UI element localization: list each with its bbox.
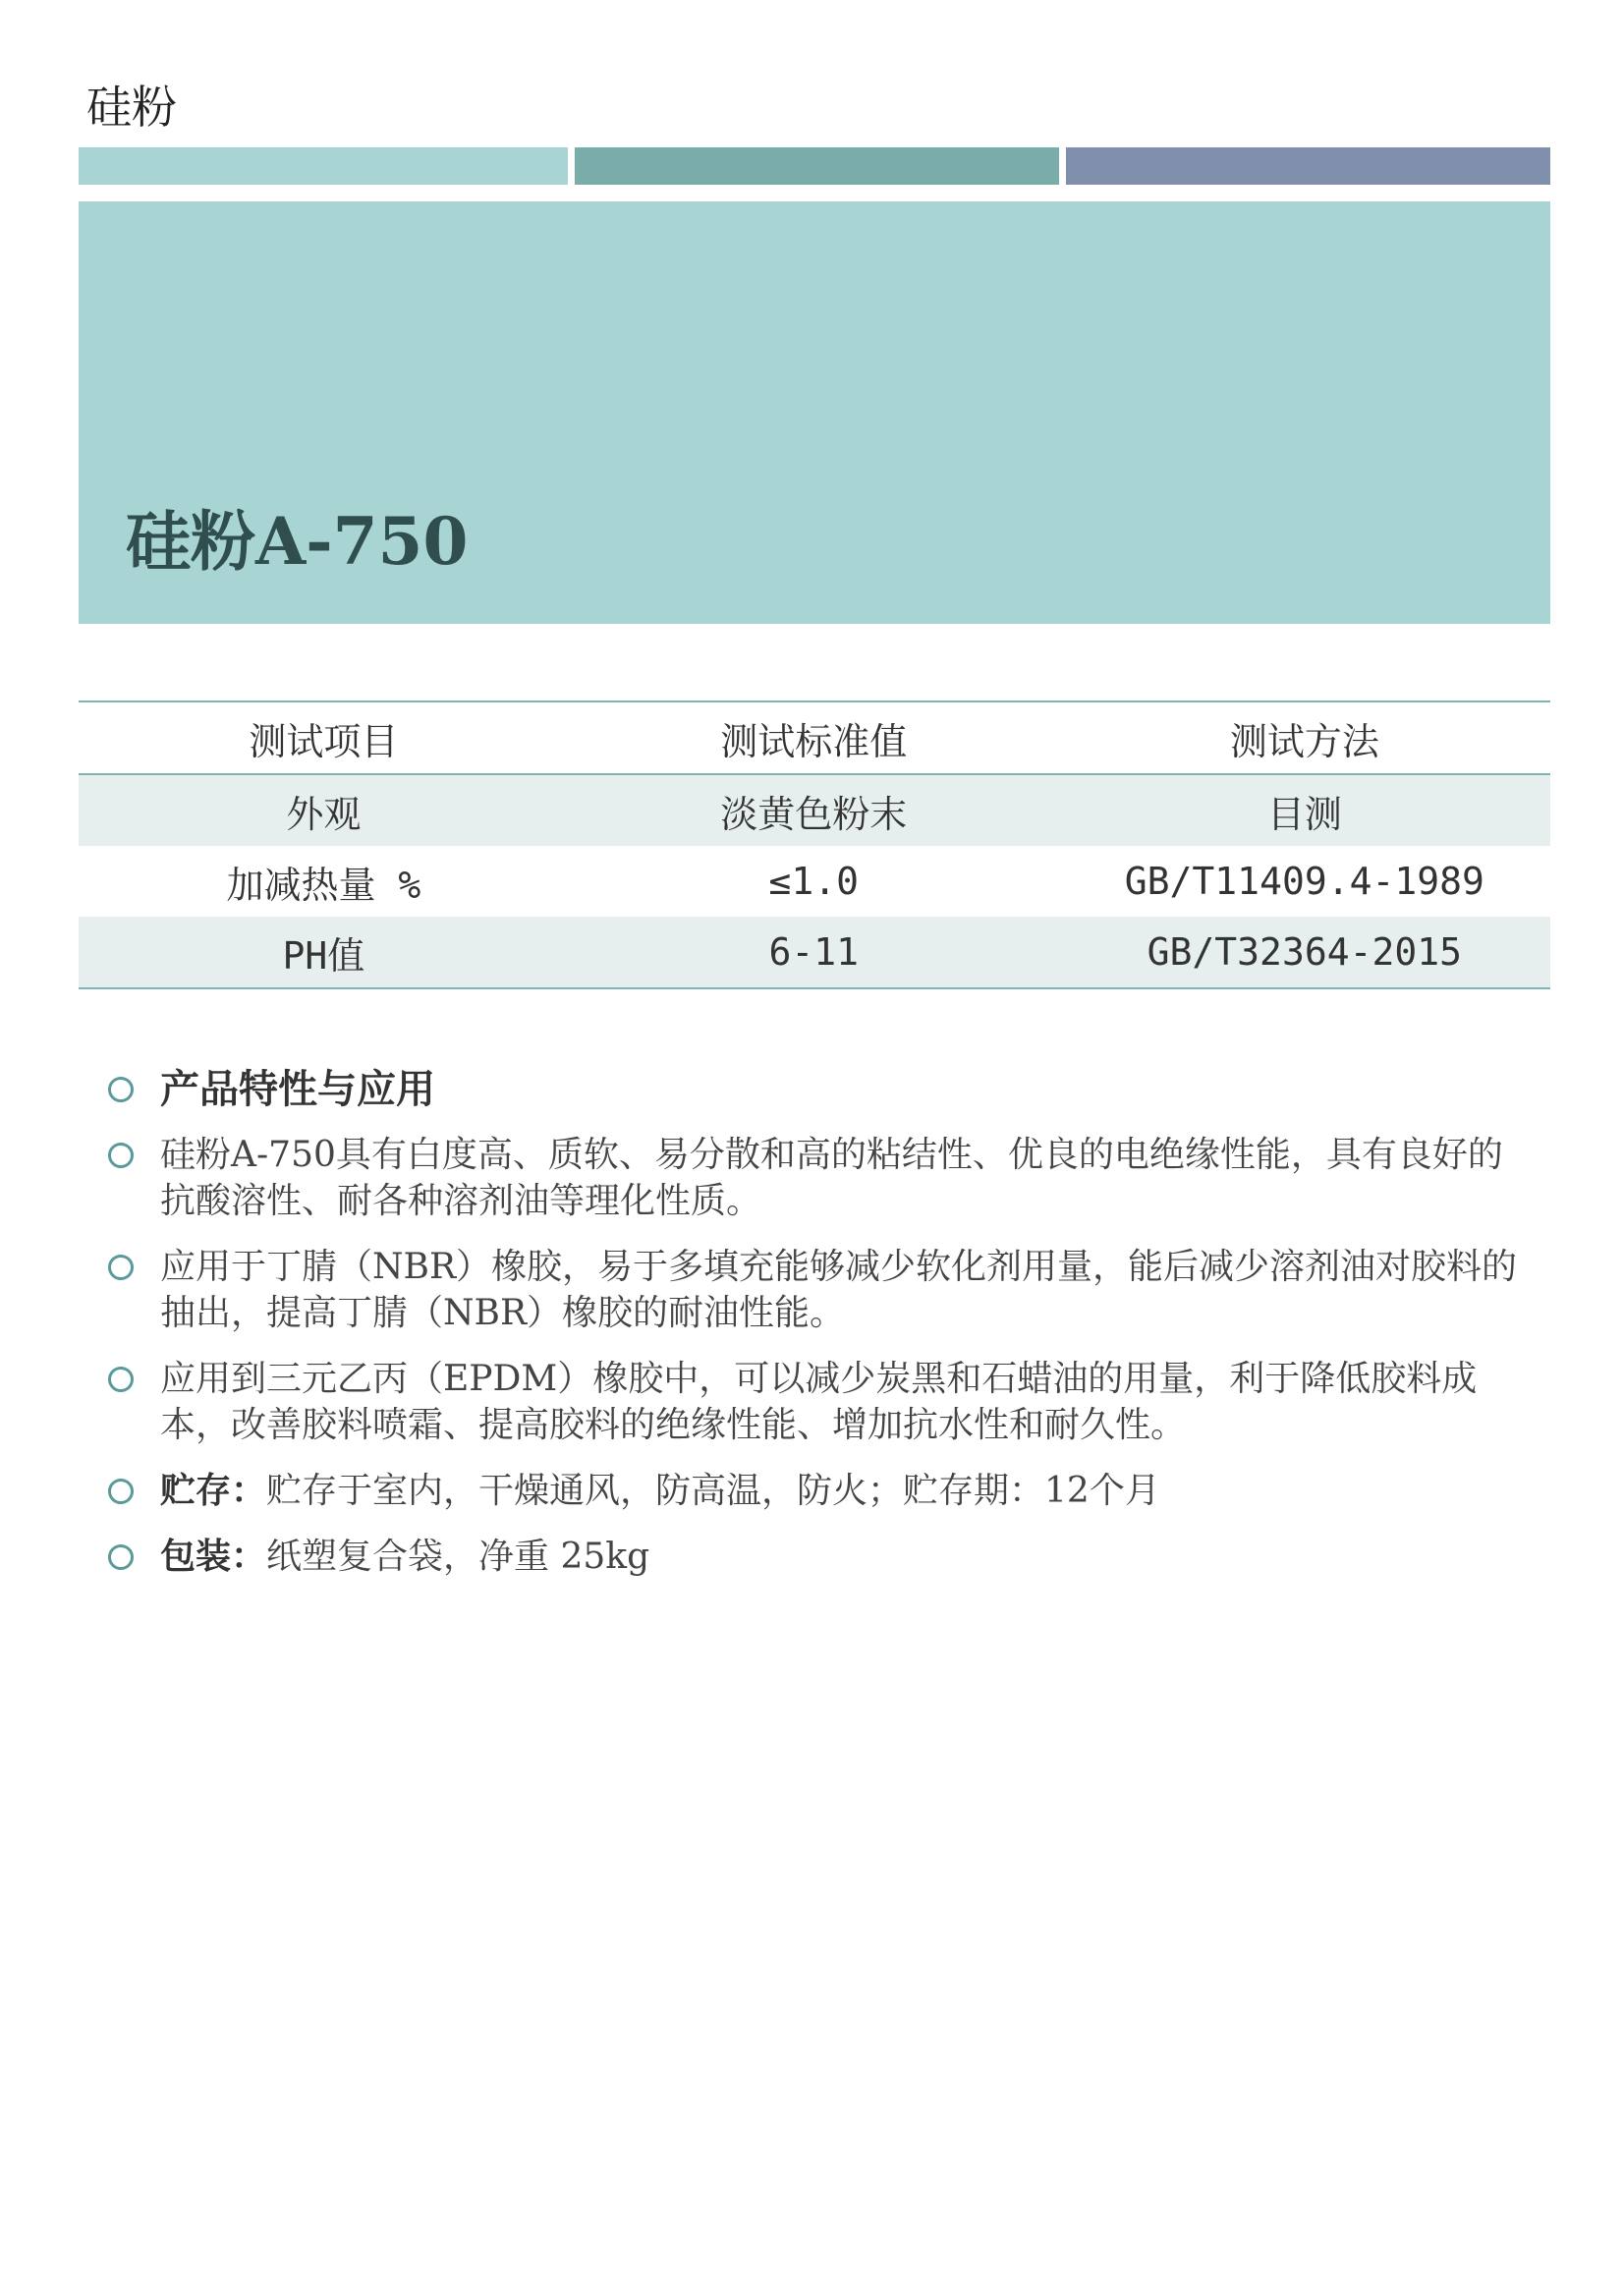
table-cell: 外观 bbox=[79, 774, 569, 846]
features-heading-text: 产品特性与应用 bbox=[160, 1066, 435, 1112]
table-cell: GB/T32364-2015 bbox=[1059, 917, 1550, 988]
storage-item bbox=[106, 1468, 1531, 1514]
table-cell: 目测 bbox=[1059, 774, 1550, 846]
table-header-cell: 测试标准值 bbox=[569, 701, 1059, 774]
list-item bbox=[106, 1356, 1531, 1448]
circle-bullet-icon bbox=[108, 1479, 134, 1504]
spec-table bbox=[79, 700, 1550, 989]
hero-banner bbox=[79, 201, 1550, 624]
color-bar-3 bbox=[1066, 147, 1550, 185]
storage-label: 贮存： bbox=[160, 1470, 267, 1511]
color-bar-2 bbox=[575, 147, 1059, 185]
table-header-cell: 测试项目 bbox=[79, 701, 569, 774]
table-header-cell: 测试方法 bbox=[1059, 701, 1550, 774]
table-cell: 6-11 bbox=[569, 917, 1059, 988]
packaging-label: 包装： bbox=[160, 1536, 267, 1577]
table-row bbox=[79, 774, 1550, 846]
circle-bullet-icon bbox=[108, 1367, 134, 1392]
table-cell: 淡黄色粉末 bbox=[569, 774, 1059, 846]
features-list bbox=[106, 1066, 1531, 1599]
list-item-text: 硅粉A-750具有白度高、质软、易分散和高的粘结性、优良的电绝缘性能，具有良好的抗酸溶性、耐各种溶剂油等理化性质。 bbox=[160, 1135, 1503, 1221]
table-cell: GB/T11409.4-1989 bbox=[1124, 860, 1484, 903]
table-header-row bbox=[79, 701, 1550, 774]
list-item-text: 应用到三元乙丙（EPDM）橡胶中，可以减少炭黑和石蜡油的用量，利于降低胶料成本，改善胶料喷霜、提高胶料的绝缘性能、增加抗水性和耐久性。 bbox=[160, 1359, 1478, 1445]
table-row bbox=[79, 917, 1550, 988]
list-item bbox=[106, 1132, 1531, 1224]
product-title: 硅粉A-750 bbox=[126, 503, 469, 580]
circle-bullet-icon bbox=[108, 1255, 134, 1280]
storage-text: 贮存于室内，干燥通风，防高温，防火；贮存期：12个月 bbox=[266, 1471, 1160, 1511]
table-row bbox=[79, 846, 1550, 917]
packaging-item bbox=[106, 1534, 1531, 1580]
table-cell: PH值 bbox=[79, 917, 569, 988]
table-cell: ≤1.0 bbox=[768, 860, 859, 903]
circle-bullet-icon bbox=[108, 1077, 134, 1102]
circle-bullet-icon bbox=[108, 1143, 134, 1168]
features-heading bbox=[106, 1066, 1531, 1112]
list-item bbox=[106, 1244, 1531, 1336]
packaging-text: 纸塑复合袋，净重 25kg bbox=[266, 1537, 650, 1577]
table-cell: 加减热量 % bbox=[226, 863, 421, 907]
page-title: 硅粉 bbox=[86, 81, 177, 134]
list-item-text: 应用于丁腈（NBR）橡胶，易于多填充能够减少软化剂用量，能后减少溶剂油对胶料的抽出，提高丁腈（NBR）橡胶的耐油性能。 bbox=[160, 1247, 1518, 1333]
color-bar-1 bbox=[79, 147, 568, 185]
circle-bullet-icon bbox=[108, 1544, 134, 1570]
